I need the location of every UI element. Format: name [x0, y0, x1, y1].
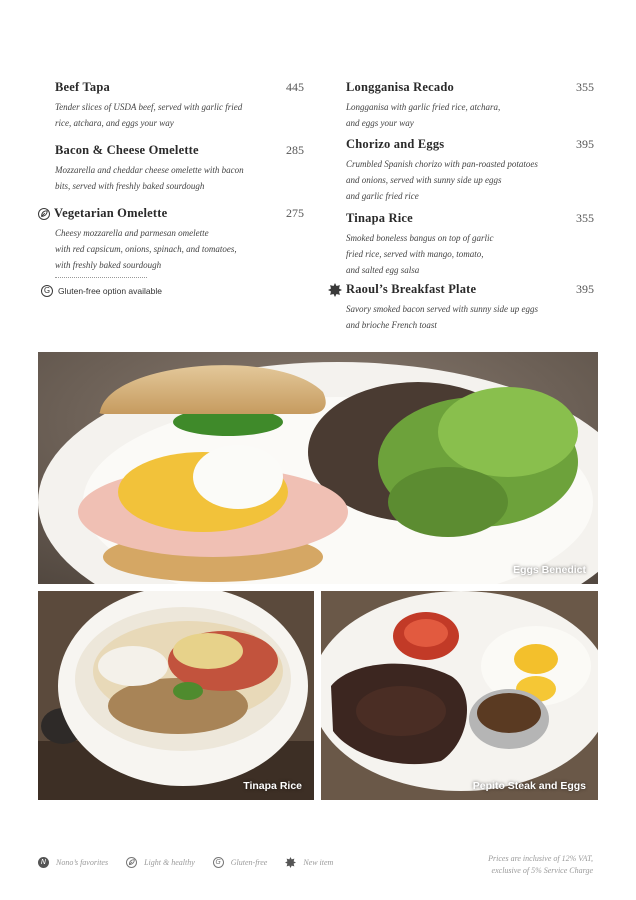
- menu-item-vegetarian-omelette: [38, 206, 307, 273]
- item-description: Tender slices of USDA beef, served with garlic fried rice, atchara, and eggs your way: [55, 102, 243, 128]
- item-name: Tinapa Rice: [346, 211, 413, 225]
- photo-tinapa-rice: [38, 591, 314, 800]
- item-description: Smoked boneless bangus on top of garlic fried rice, served with mango, tomato, and salted egg salsa: [346, 233, 494, 275]
- photo-caption: Pepito Steak and Eggs: [472, 780, 586, 792]
- photo-pepito-steak-and-eggs: [321, 591, 598, 800]
- photo-eggs-benedict: [38, 352, 598, 584]
- leaf-icon: [38, 208, 50, 220]
- item-name: Bacon & Cheese Omelette: [55, 143, 199, 157]
- item-name: Beef Tapa: [55, 80, 110, 94]
- pepito-steak-image: [321, 591, 598, 800]
- item-name: Longganisa Recado: [346, 80, 454, 94]
- item-description: Savory smoked bacon served with sunny side up eggs and brioche French toast: [346, 304, 538, 330]
- item-price: 355: [576, 80, 594, 94]
- item-price: 355: [576, 211, 594, 225]
- legend-new-item: New item: [285, 857, 333, 868]
- leaf-icon: [126, 857, 137, 868]
- item-price: 275: [286, 206, 304, 220]
- gluten-free-icon: G: [41, 285, 53, 297]
- legend-nonas-favorites: N Nono’s favorites: [38, 857, 108, 868]
- item-description: Cheesy mozzarella and parmesan omelette with red capsicum, onions, spinach, and tomatoes, with freshly baked sourdough: [55, 228, 237, 270]
- menu-item-chorizo-and-eggs: [346, 137, 596, 204]
- legend-light-healthy: Light & healthy: [126, 857, 195, 868]
- item-price: 395: [576, 137, 594, 151]
- divider: [55, 277, 147, 278]
- eggs-benedict-image: [38, 352, 598, 584]
- tinapa-rice-image: [38, 591, 314, 800]
- new-item-icon: [328, 283, 342, 297]
- photo-caption: Tinapa Rice: [243, 780, 302, 792]
- gluten-free-icon: G: [213, 857, 224, 868]
- new-item-icon: [285, 857, 296, 868]
- menu-item-beef-tapa: [55, 80, 307, 131]
- legend-gluten-free: G Gluten-free: [213, 857, 268, 868]
- nonas-favorites-icon: N: [38, 857, 49, 868]
- price-disclaimer: Prices are inclusive of 12% VAT, exclusive of 5% Service Charge: [488, 854, 593, 875]
- item-name: Vegetarian Omelette: [54, 206, 168, 220]
- item-description: Mozzarella and cheddar cheese omelette with bacon bits, served with freshly baked sourdough: [55, 165, 244, 191]
- item-price: 395: [576, 282, 594, 296]
- item-name: Chorizo and Eggs: [346, 137, 445, 151]
- item-description: Longganisa with garlic fried rice, atchara, and eggs your way: [346, 102, 501, 128]
- menu-item-bacon-cheese-omelette: [55, 143, 307, 194]
- legend: [38, 857, 333, 868]
- gluten-free-note: G Gluten-free option available: [41, 285, 162, 297]
- menu-item-raouls-breakfast-plate: [328, 282, 596, 333]
- item-description: Crumbled Spanish chorizo with pan-roasted potatoes and onions, served with sunny side up eggs and garlic fried rice: [346, 159, 538, 201]
- photo-caption: Eggs Benedict: [513, 564, 586, 576]
- menu-item-longganisa-recado: [346, 80, 596, 131]
- menu-item-tinapa-rice: [346, 211, 596, 278]
- item-price: 285: [286, 143, 304, 157]
- item-name: Raoul’s Breakfast Plate: [346, 282, 477, 296]
- item-price: 445: [286, 80, 304, 94]
